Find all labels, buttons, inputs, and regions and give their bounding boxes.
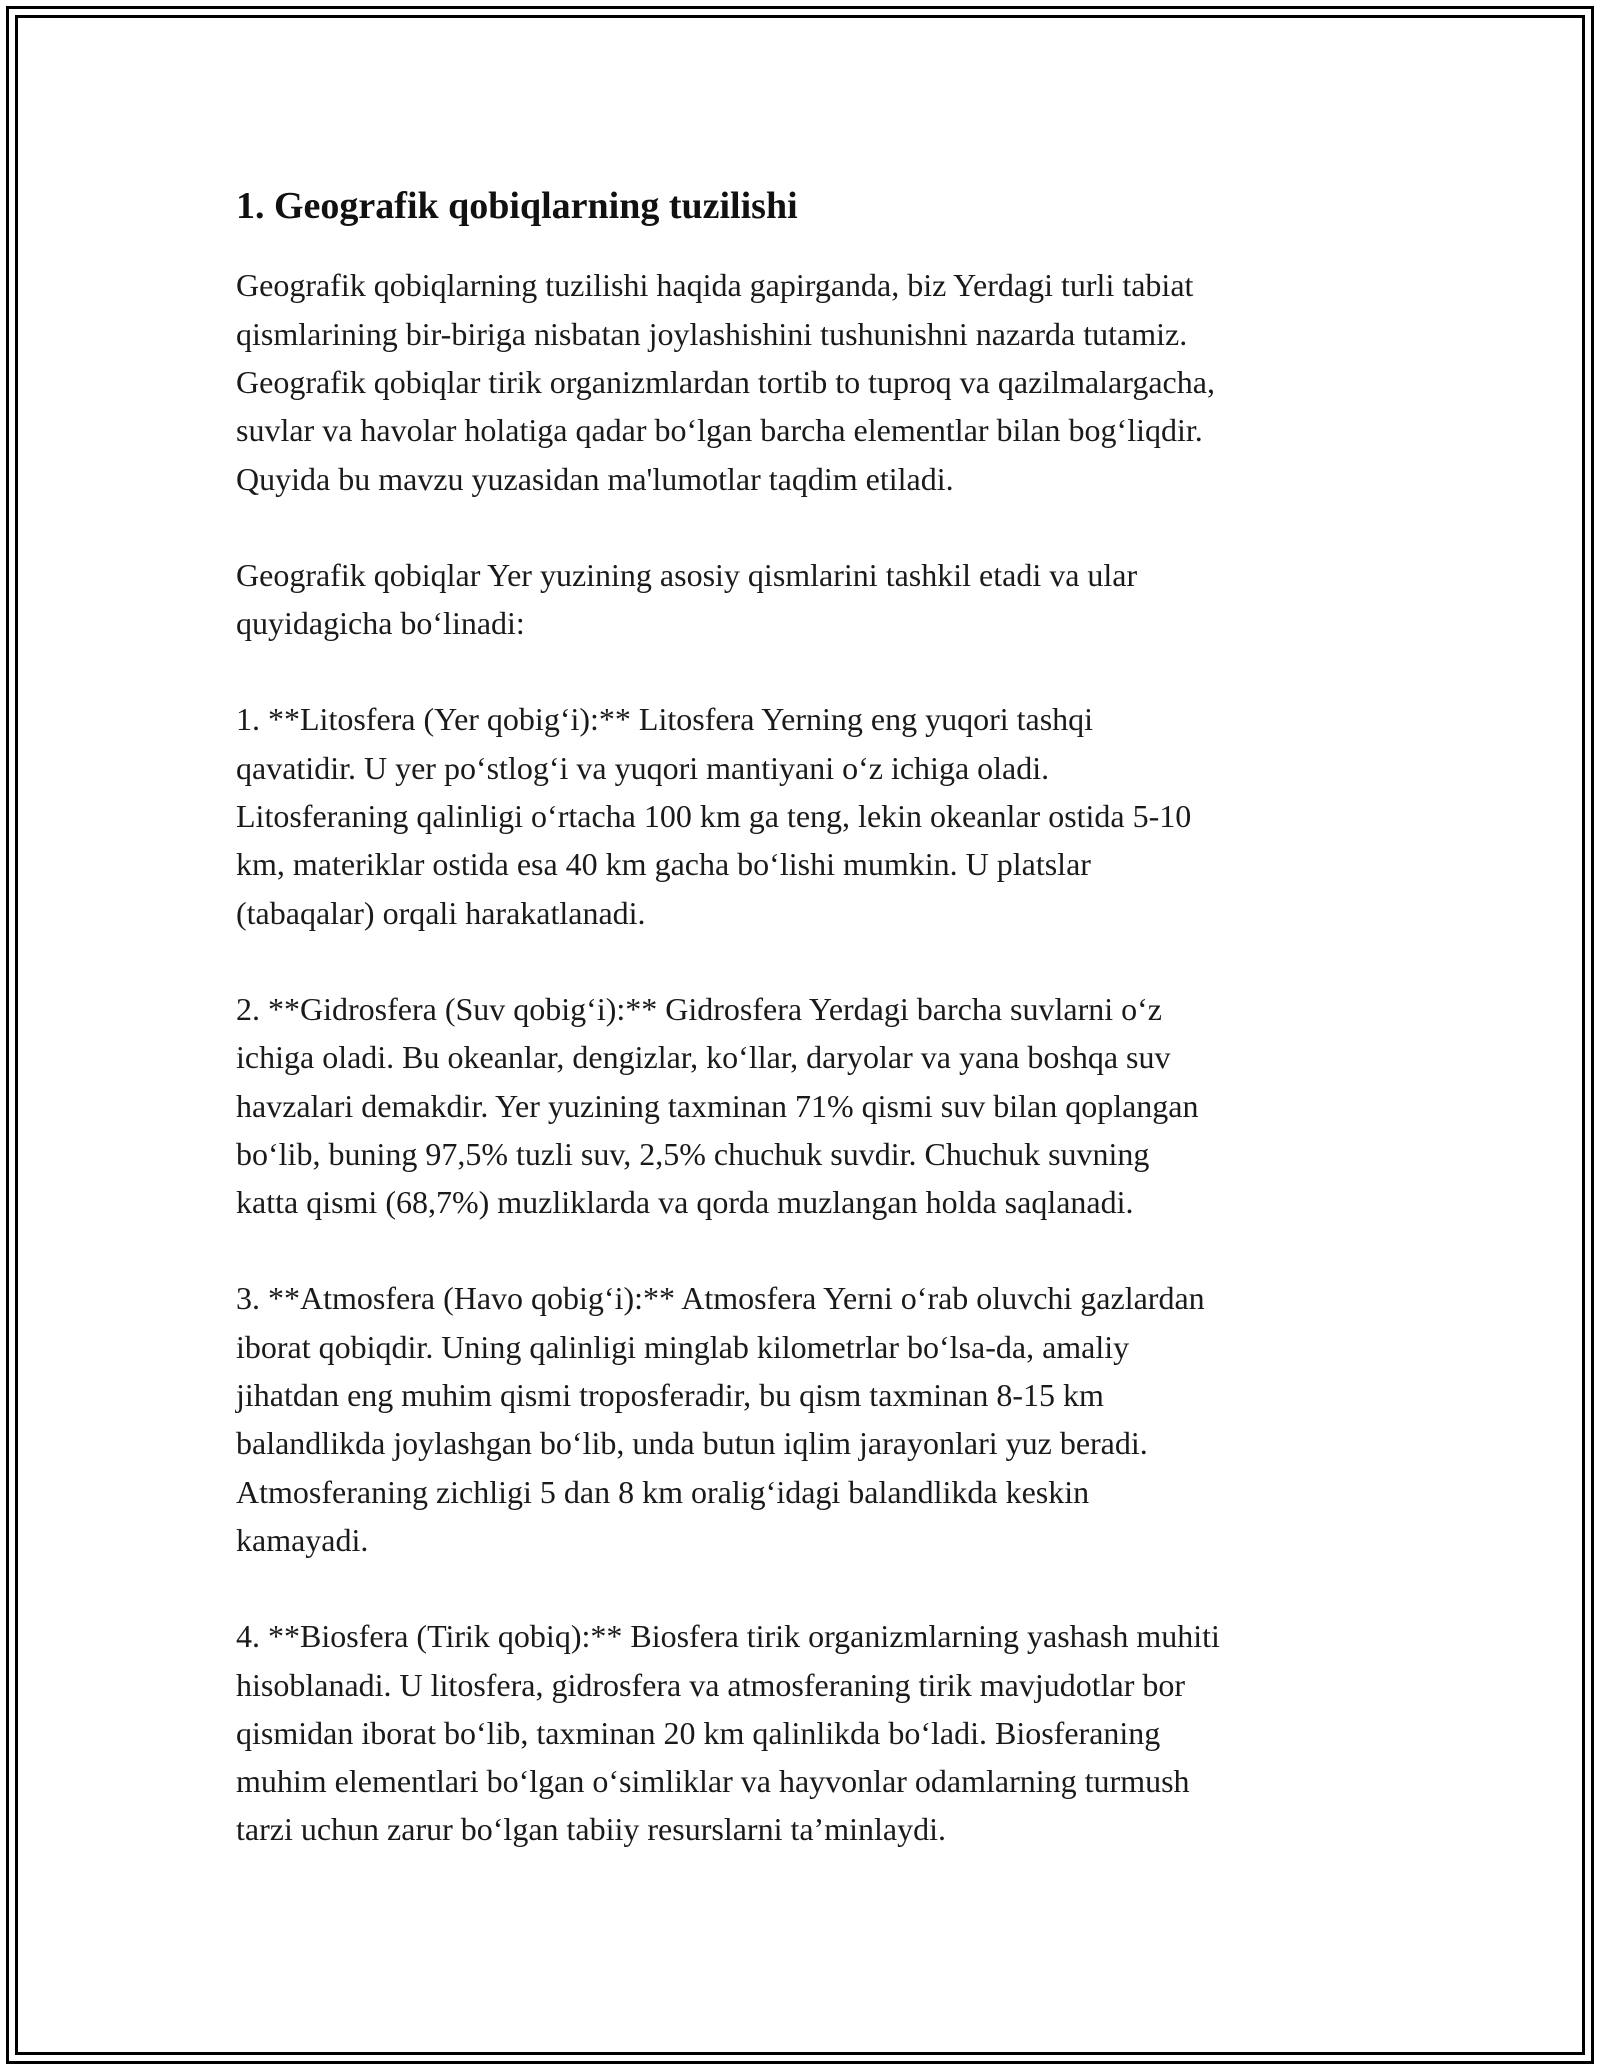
litosfera-paragraph: 1. **Litosfera (Yer qobig‘i):** Litosfera Yerning eng yuqori tashqi qavatidir. U yer po‘stlog‘i va yuqori mantiyani o‘z ichiga oladi. Litosferaning qalinligi o‘rtacha 100 km ga teng, lekin okeanlar ostida 5-10 km, materiklar ostida esa 40 km gacha bo‘lishi mumkin. U platslar (tabaqalar) orqali harakatlanadi. <box>236 701 1192 931</box>
section-heading: 1. Geografik qobiqlarning tuzilishi <box>236 185 798 227</box>
division-paragraph: Geografik qobiqlar Yer yuzining asosiy qismlarini tashkil etadi va ular quyidagicha bo‘linadi: <box>236 556 1138 642</box>
atmosfera-paragraph: 3. **Atmosfera (Havo qobig‘i):** Atmosfera Yerni o‘rab oluvchi gazlardan iborat qobiqdir. Uning qalinligi minglab kilometrlar bo‘lsa-da, amaliy jihatdan eng muhim qismi troposferadir, bu qism taxminan 8-15 km balandlikda joylashgan bo‘lib, unda butun iqlim jarayonlari yuz beradi. Atmosferaning zichligi 5 dan 8 km oralig‘idagi balandlikda keskin kamayadi. <box>236 1280 1205 1558</box>
intro-paragraph: Geografik qobiqlarning tuzilishi haqida gapirganda, biz Yerdagi turli tabiat qismlarining bir-biriga nisbatan joylashishini tushunishni nazarda tutamiz. Geografik qobiqlar tirik organizmlardan tortib to tuproq va qazilmalargacha, suvlar va havolar holatiga qadar bo‘lgan barcha elementlar bilan bog‘liqdir. Quyida bu mavzu yuzasidan ma'lumotlar taqdim etiladi. <box>236 267 1215 497</box>
gidrosfera-paragraph: 2. **Gidrosfera (Suv qobig‘i):** Gidrosfera Yerdagi barcha suvlarni o‘z ichiga oladi. Bu okeanlar, dengizlar, ko‘llar, daryolar va yana boshqa suv havzalari demakdir. Yer yuzining taxminan 71% qismi suv bilan qoplangan bo‘lib, buning 97,5% tuzli suv, 2,5% chuchuk suvdir. Chuchuk suvning katta qismi (68,7%) muzliklarda va qorda muzlangan holda saqlanadi. <box>236 990 1199 1221</box>
document-body <box>236 182 1386 1902</box>
biosfera-paragraph: 4. **Biosfera (Tirik qobiq):** Biosfera tirik organizmlarning yashash muhiti hisoblanadi. U litosfera, gidrosfera va atmosferaning tirik mavjudotlar bor qismidan iborat bo‘lib, taxminan 20 km qalinlikda bo‘ladi. Biosferaning muhim elementlari bo‘lgan o‘simliklar va hayvonlar odamlarning turmush tarzi uchun zarur bo‘lgan tabiiy resurslarni ta’minlaydi. <box>236 1618 1220 1848</box>
